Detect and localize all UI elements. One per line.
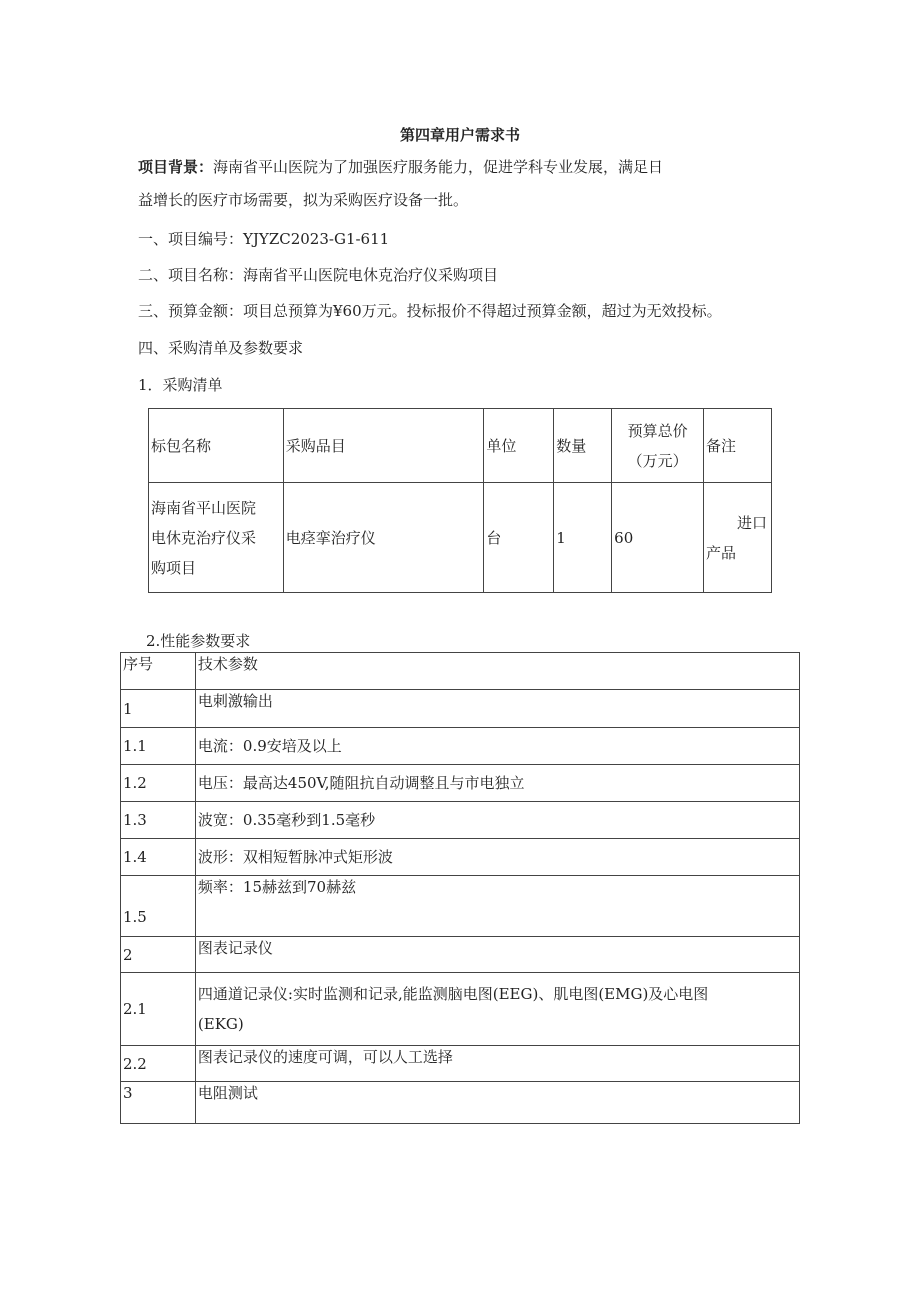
spec-row xyxy=(121,876,800,937)
spec-no: 2.1 xyxy=(121,973,196,1046)
spec-row xyxy=(121,765,800,802)
spec-no: 1.2 xyxy=(121,765,196,802)
spec-row xyxy=(121,937,800,973)
spec-no: 2.2 xyxy=(121,1046,196,1082)
spec-no: 1.1 xyxy=(121,728,196,765)
spec-no: 1.4 xyxy=(121,839,196,876)
header-no: 序号 xyxy=(121,653,196,690)
spec-row xyxy=(121,1046,800,1082)
spec-no: 2 xyxy=(121,937,196,973)
page-title: 第四章用户需求书 xyxy=(399,126,520,144)
spec-row xyxy=(121,1082,800,1124)
cell-unit: 台 xyxy=(484,483,554,593)
cell-budget: 60 xyxy=(612,483,704,593)
header-budget-line-2: （万元） xyxy=(627,451,688,470)
spec-param: 波宽：0.35毫秒到1.5毫秒 xyxy=(195,802,799,839)
spec-param: 波形：双相短暂脉冲式矩形波 xyxy=(195,839,799,876)
cell-remark-line-1: 进口 xyxy=(736,513,767,532)
cell-package-line-3: 购项目 xyxy=(151,558,197,577)
background-line-1: 海南省平山医院为了加强医疗服务能力，促进学科专业发展，满足日 xyxy=(213,158,664,176)
cell-remark-line-2: 产品 xyxy=(706,543,737,562)
spec-param-line-2: (EKG) xyxy=(197,1015,244,1033)
header-item: 采购品目 xyxy=(283,409,484,483)
spec-param: 图表记录仪 xyxy=(195,937,799,973)
spec-no: 1.5 xyxy=(121,876,196,937)
project-name: 二、项目名称：海南省平山医院电休克治疗仪采购项目 xyxy=(138,266,499,284)
header-package: 标包名称 xyxy=(149,409,284,483)
project-budget: 三、预算金额：项目总预算为¥60万元。投标报价不得超过预算金额，超过为无效投标。 xyxy=(138,302,722,320)
spec-table-header xyxy=(121,653,800,690)
spec-param: 电流：0.9安培及以上 xyxy=(195,728,799,765)
cell-package-line-1: 海南省平山医院 xyxy=(151,498,257,517)
spec-heading: 2.性能参数要求 xyxy=(146,632,251,650)
spec-row xyxy=(121,973,800,1046)
header-budget-line-1: 预算总价 xyxy=(627,421,688,440)
purchase-list-heading: 1．采购清单 xyxy=(138,376,223,394)
background-paragraph xyxy=(138,156,663,177)
header-budget xyxy=(612,409,704,483)
spec-param: 频率：15赫兹到70赫兹 xyxy=(195,876,799,937)
spec-param-line-1: 四通道记录仪:实时监测和记录,能监测脑电图(EEG)、肌电图(EMG)及心电图 xyxy=(197,985,709,1003)
spec-no: 1 xyxy=(121,690,196,728)
project-number: 一、项目编号：YJYZC2023-G1-611 xyxy=(138,230,390,248)
spec-row xyxy=(121,728,800,765)
cell-package xyxy=(149,483,284,593)
spec-param: 电压：最高达450V,随阻抗自动调整且与市电独立 xyxy=(195,765,799,802)
background-label: 项目背景： xyxy=(138,158,214,176)
header-qty: 数量 xyxy=(554,409,612,483)
cell-remark xyxy=(704,483,772,593)
spec-param: 图表记录仪的速度可调，可以人工选择 xyxy=(195,1046,799,1082)
list-heading: 四、采购清单及参数要求 xyxy=(138,339,304,357)
cell-package-line-2: 电休克治疗仪采 xyxy=(151,528,257,547)
purchase-table-header xyxy=(149,409,772,483)
cell-item: 电痉挛治疗仪 xyxy=(283,483,484,593)
purchase-table-row xyxy=(149,483,772,593)
spec-row xyxy=(121,690,800,728)
spec-row xyxy=(121,802,800,839)
background-line-2: 益增长的医疗市场需要，拟为采购医疗设备一批。 xyxy=(138,191,469,209)
header-unit: 单位 xyxy=(484,409,554,483)
spec-row xyxy=(121,839,800,876)
spec-no: 3 xyxy=(121,1082,196,1124)
spec-param: 电阻测试 xyxy=(195,1082,799,1124)
cell-qty: 1 xyxy=(554,483,612,593)
header-param: 技术参数 xyxy=(195,653,799,690)
spec-table xyxy=(120,652,800,1124)
spec-param xyxy=(195,973,799,1046)
spec-param: 电刺激输出 xyxy=(195,690,799,728)
spec-no: 1.3 xyxy=(121,802,196,839)
header-remark: 备注 xyxy=(704,409,772,483)
purchase-table xyxy=(148,408,772,593)
